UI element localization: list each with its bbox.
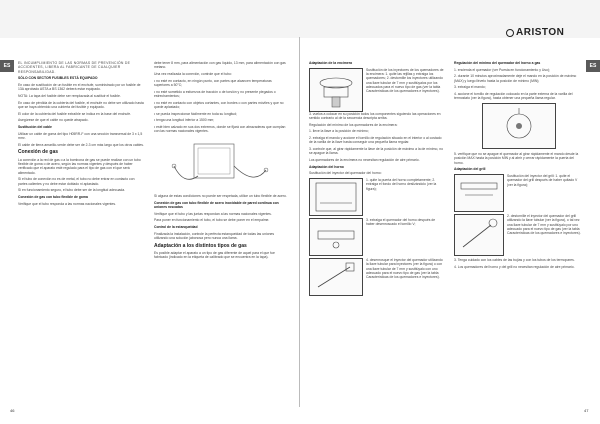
- paragraph: 4. Los quemadores del horno y del grill no necesitan regulación de aire primario.: [454, 264, 575, 269]
- oven-floor-figure: [309, 178, 363, 216]
- paragraph: Es posible adaptar el aparato a un tipo de gas diferente de aquel para el que fue fabricado (indicado en la etiqueta de calibrado que se encuentra en la tapa).: [154, 251, 275, 260]
- column-1: [18, 61, 144, 208]
- grill-illustration: [455, 175, 503, 211]
- paragraph: 2. durante 10 minutos aproximadamente deje el mando en la posición de máximo (MAX) y luego llévelo hasta la posición de mínimo (MIN);: [454, 74, 577, 83]
- paragraph: Sustitución del inyector del quemador del horno:: [309, 171, 382, 176]
- oven-figure-row-1: [309, 178, 444, 216]
- column-4: [454, 61, 584, 271]
- burner-illustration: [310, 69, 362, 111]
- section-heading-steel-hose: Conexión de gas con tubo flexible de acero inoxidable de pared continua con uniones roscadas: [154, 200, 279, 209]
- paragraph: El cable de tierra amarillo-verde debe ser de 2-3 cm más largo que los otros cables.: [18, 142, 144, 147]
- page-number-right: 47: [584, 408, 589, 413]
- paragraph: Si en funcionamiento seguro, el tubo debe ser de la longitud adecuada.: [18, 188, 126, 193]
- column-3: [309, 61, 444, 296]
- grill-figure-row-2: [454, 214, 584, 256]
- hob-burner-figure: [309, 68, 363, 112]
- injector-illustration: [310, 259, 362, 295]
- paragraph: Asegúrese de que el cable no quede atrapado.: [18, 118, 89, 123]
- section-heading-cable: Sustitución del cable: [18, 125, 52, 129]
- paragraph: Verifique que el tubo responda a las normas nacionales vigentes.: [18, 201, 117, 206]
- paragraph: 4. desenrosque el inyector del quemador utilizando la llave tubular para inyectores (ver la figura) o con una llave tubular de 7 mm y sustitúyalo con uno adecuado para el nuevo tipo de gas (ver la tabla Características de los quemadores e inyectores).: [366, 258, 443, 280]
- gas-hose-illustration: [154, 136, 288, 194]
- injector-figure: [309, 258, 363, 296]
- paragraph: En caso de sustitución de un fusible en el enchufe, suministrado por un fusible de 13A aprobado ASTA a BS 1362 deberá estar equipado.: [18, 82, 141, 92]
- paragraph: Si alguna de estas condiciones no puede ser respetada, utilice un tubo flexible de acero.: [154, 193, 287, 198]
- paragraph: debe tener 8 mm, para alimentación con gas líquido, 13 mm, para alimentación con gas metano.: [154, 61, 286, 70]
- brand-name: ARISTON: [516, 27, 565, 38]
- paragraph: En caso de pérdida de la cubierta del fusible, el enchufe no debe ser utilizado hasta que se haya obtenido una cubierta del fusible y equipado.: [18, 100, 144, 109]
- thermostat-figure: [482, 103, 556, 149]
- paragraph: Una vez realizada la conexión, controle que el tubo:: [154, 71, 232, 76]
- section-heading-hob: Adaptación de la encimera: [309, 61, 352, 65]
- paragraph: Verifique que el tubo y las juntas respondan a las normas nacionales vigentes.: [154, 211, 272, 216]
- list-item: • esté bien calzado en sus dos extremos, donde se fijará con abrazaderas que cumplan con las normas nacionales vigentes.: [154, 125, 286, 134]
- paragraph: 3. extraiga el mando;: [454, 85, 486, 90]
- thermostat-illustration: [483, 104, 555, 148]
- paragraph: Finalizada la instalación, controle la perfecta estanqueidad de todas las uniones utilizando una solución jabonosa pero nunca una llama.: [154, 231, 275, 241]
- oven-illustration: [310, 179, 362, 215]
- oven-figure-row-2: [309, 218, 444, 256]
- oven-burner-figure: [309, 218, 363, 256]
- column-2: [154, 61, 288, 262]
- paragraph: 3. vuelva a colocar en su posición todos los componentes siguiendo las operaciones en sentido contrario al de la secuencia descripta arriba.: [309, 111, 441, 120]
- paragraph: Utilizar un cable de goma del tipo H05RR-F con una sección transversal de 3 x 1,5 mm².: [18, 131, 143, 140]
- paragraph: Regulación del mínimo de los quemadores de la encimera:: [309, 122, 398, 127]
- paragraph: Sustitución del inyector del grill: 1. quite el quemador del grill después de haber quitado V (ver la figura);: [507, 174, 578, 187]
- list-item: • no esté en contacto con objetos cortantes, con bordes o con partes móviles y que no quede aplastado;: [154, 100, 284, 109]
- paragraph: 1. quite la puerta del horno completamente; 2. extraiga el fondo del horno deslizándolo (ver la figura);: [366, 178, 437, 191]
- page-number-left: 46: [10, 408, 15, 413]
- paragraph: 1. encienda el quemador (ver Puesta en funcionamiento y Uso);: [454, 67, 550, 72]
- grill-burner-figure: [454, 174, 504, 212]
- paragraph: NOTA: La tapa del fusible debe ser remplazada al sustituir el fusible.: [18, 93, 121, 98]
- paragraph: Los quemadores de la encimera no necesitan regulación de aire primario.: [309, 158, 420, 163]
- list-item: • no esté en contacto, en ningún punto, con partes que alcancen temperaturas superiores a 50°C;: [154, 78, 272, 87]
- brand-logo: [506, 27, 564, 38]
- paragraph: 3. extraiga el quemador del horno después de haber desenroscado el tornillo V;: [366, 218, 436, 227]
- list-item: • tenga una longitud inferior a 1500 mm;: [154, 118, 215, 123]
- oven-figure-row-3: [309, 258, 444, 296]
- grill-injector-illustration: [455, 215, 503, 255]
- paragraph: 3. Tenga cuidado con los cables de las bujías y con los tubos de los termopares.: [454, 258, 575, 262]
- grill-figure-row-1: [454, 174, 584, 212]
- paragraph: La conexión a la red de gas o a la bombona de gas se puede realizar con un tubo flexible de goma o de acero, según las normas vigentes y después de haber verificado que el aparato esté regulado para el tipo de gas con el que será alimentado.: [18, 157, 141, 175]
- section-heading-grill: Adaptación del grill: [454, 167, 486, 172]
- paragraph: El color de la cubierta del fusible extraíble se indica en la base del enchufe.: [18, 111, 132, 116]
- section-heading-oven-minimum: Regulación del mínimo del quemador del horno a gas: [454, 61, 541, 65]
- section-heading-oven: Adaptación del horno: [309, 164, 344, 169]
- grill-injector-figure: [454, 214, 504, 256]
- list-item: • no esté sometido a esfuerzos de tracción o de torsión y no presente plegados o estrechamientos;: [154, 89, 276, 98]
- language-tab-right: ES: [586, 60, 600, 72]
- paragraph: Si el tubo de conexión no es de metal, el tubo no debe entrar en contacto con partes calientes y no debe estar doblado ni aplastado.: [18, 177, 135, 186]
- paragraph: 2. extraiga el mando y accione el tornillo de regulación situado en el interior o al costado de la varilla de la llave hasta conseguir una pequeña llama regular.: [309, 136, 442, 145]
- paragraph: Sustitución de los inyectores de los quemadores de la encimera: 1. quite las rejillas y extraiga los quemadores; 2. destornille los inyectores utilizando una llave tubular de 7 mm y sustitúyalos por los adecuados para el nuevo tipo de gas (ver la tabla Características de los quemadores e inyectores).: [366, 67, 444, 94]
- paragraph: 1. lleve la llave a la posición de mínimo;: [309, 129, 369, 134]
- paragraph: 2. destornille el inyector del quemador del grill utilizando la llave tubular (ver la figura), o tal vez una llave tubular de 7 mm y sustitúyalo por uno adecuado para el nuevo tipo de gas (ver la tabla Características de los quemadores e inyectores).: [507, 214, 581, 236]
- ariston-logo-icon: [506, 29, 514, 37]
- hob-figure-row: [309, 68, 444, 112]
- paragraph: 3. controle que, al girar rápidamente la llave de la posición de máximo a la de mínimo, no se apague la llama.: [309, 147, 444, 156]
- paragraph: Para poner en funcionamiento el tubo, el tubo se debe poner en el empalme.: [154, 218, 270, 223]
- section-heading-leak-check: Control de la estanqueidad: [154, 225, 198, 230]
- section-heading-rubber-hose: Conexión de gas con tubo flexible de goma: [18, 195, 88, 199]
- section-heading-gas-connection: Conexión de gas: [18, 149, 59, 156]
- paragraph: 5. verifique que no se apague el quemador al girar rápidamente el mando desde la posición MAX hasta la posición MIN y al abrir y cerrar rápidamente la puerta del horno.: [454, 152, 579, 165]
- paragraph: 4. accione el tornillo de regulación colocado en la parte externa de la varilla del termostato (ver la figura), hasta obtener una pequeña llama regular.: [454, 92, 573, 101]
- oven-burner-illustration: [310, 219, 362, 255]
- warning-text: EL INCUMPLIMIENTO DE LAS NORMAS DE PREVENCIÓN DE ACCIDENTES, LIBERA AL FABRICANTE DE CUALQUIER RESPONSABILIDAD.: [18, 61, 131, 74]
- section-heading-fuse: SÓLO CON SECTOR FUSIBLES ESTÁ EQUIPADO: [18, 76, 98, 81]
- language-tab-left: ES: [0, 60, 14, 72]
- page-divider: [299, 37, 300, 407]
- hose-diagram: [154, 136, 288, 194]
- section-heading-gas-types: Adaptación a los distintos tipos de gas: [154, 242, 247, 249]
- list-item: • se pueda inspeccionar fácilmente en toda su longitud;: [154, 111, 237, 116]
